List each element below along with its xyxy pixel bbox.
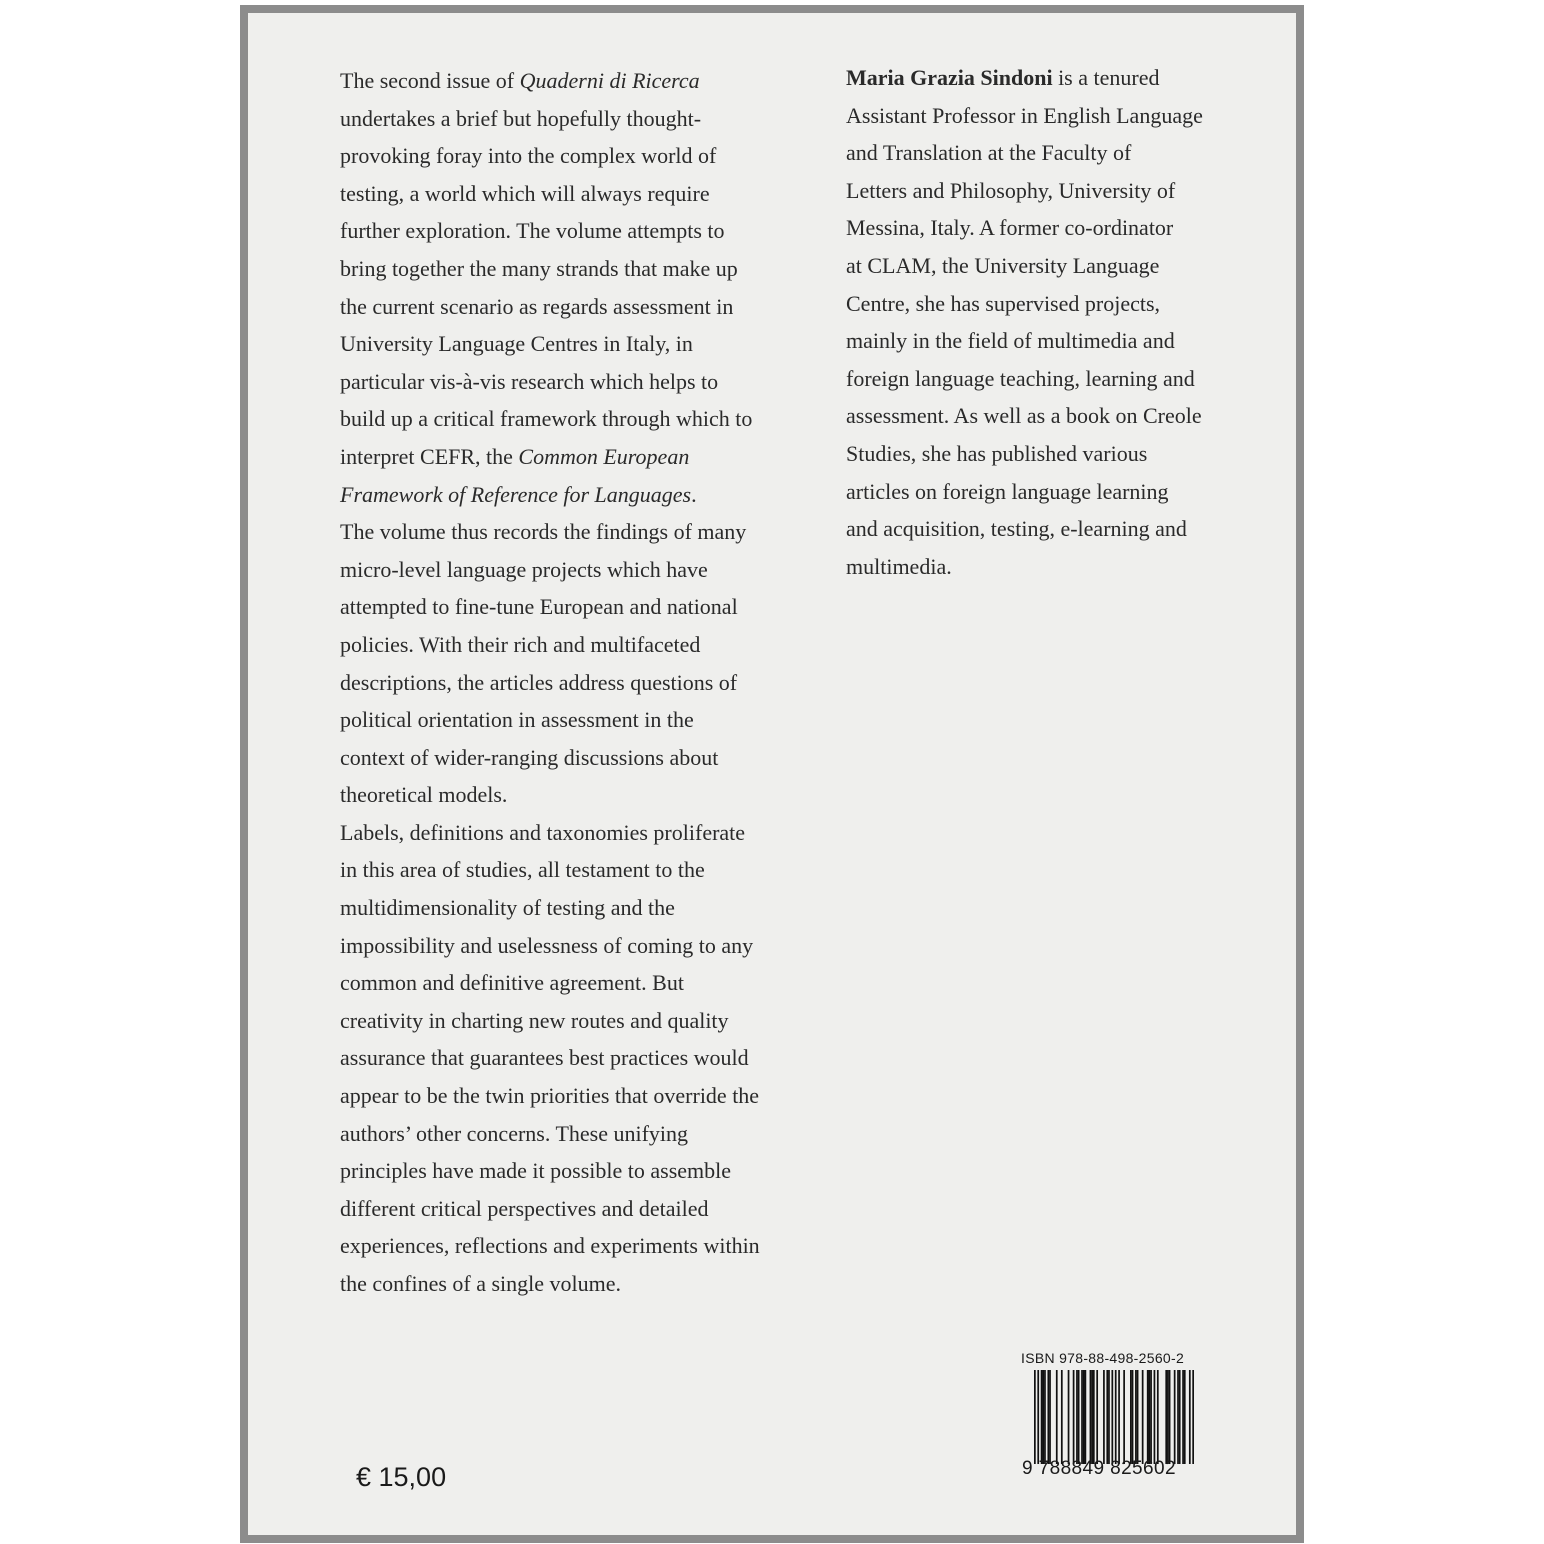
- barcode-bar: [1157, 1370, 1159, 1464]
- barcode-bar: [1076, 1370, 1078, 1464]
- text-segment: at CLAM, the University Language: [846, 252, 1160, 278]
- text-segment: Centre, she has supervised projects,: [846, 290, 1161, 316]
- barcode-bar: [1041, 1370, 1043, 1464]
- price: € 15,00: [356, 1462, 447, 1492]
- text-segment: The volume thus records the findings of many: [340, 519, 747, 545]
- barcode-bar: [1177, 1370, 1179, 1464]
- barcode-bar: [1142, 1370, 1144, 1464]
- barcode-bar: [1132, 1370, 1134, 1464]
- barcode-bar: [1192, 1370, 1194, 1464]
- text-segment: bring together the many strands that make up: [340, 255, 738, 281]
- text-line: [340, 288, 790, 326]
- italic-text: Common European: [518, 443, 690, 469]
- barcode-bar: [1130, 1370, 1132, 1464]
- barcode-bar: [1123, 1370, 1125, 1464]
- text-line: [340, 1190, 790, 1228]
- text-line: [846, 209, 1216, 247]
- text-segment: provoking foray into the complex world of: [340, 143, 717, 169]
- barcode-bar: [1049, 1370, 1051, 1464]
- text-segment: particular vis-à-vis research which helps to: [340, 368, 719, 394]
- text-line: [340, 1227, 790, 1265]
- barcode: [1034, 1370, 1194, 1464]
- text-line: [340, 551, 790, 589]
- text-segment: multidimensionality of testing and the: [340, 895, 675, 921]
- barcode-bar: [1085, 1370, 1087, 1464]
- text-line: [340, 62, 790, 100]
- text-segment: assessment. As well as a book on Creole: [846, 403, 1202, 429]
- barcode-bar: [1149, 1370, 1151, 1464]
- text-line: [340, 1152, 790, 1190]
- author-bio-column: [846, 59, 1216, 585]
- text-line: [340, 100, 790, 138]
- author-name: Maria Grazia Sindoni: [846, 65, 1053, 90]
- barcode-bar: [1165, 1370, 1167, 1464]
- text-line: [846, 59, 1216, 97]
- text-line: [846, 97, 1216, 135]
- barcode-bar: [1044, 1370, 1046, 1464]
- text-line: [340, 137, 790, 175]
- text-segment: multimedia.: [846, 553, 952, 579]
- text-line: [846, 172, 1216, 210]
- barcode-bar: [1150, 1370, 1152, 1464]
- text-segment: impossibility and uselessness of coming to any: [340, 932, 754, 958]
- barcode-bar: [1167, 1370, 1169, 1464]
- text-segment: different critical perspectives and detailed: [340, 1195, 709, 1221]
- text-segment: undertakes a brief but hopefully thought-: [340, 105, 702, 131]
- text-line: [340, 363, 790, 401]
- text-line: [340, 175, 790, 213]
- barcode-bar: [1111, 1370, 1113, 1464]
- barcode-bar: [1096, 1370, 1098, 1464]
- barcode-bar: [1118, 1370, 1120, 1464]
- text-segment: further exploration. The volume attempts to: [340, 218, 725, 244]
- text-line: [340, 889, 790, 927]
- italic-text: Framework of Reference for Languages: [340, 481, 692, 507]
- text-segment: The second issue of: [340, 68, 520, 93]
- isbn-digits: 9 788849 825602: [1022, 1458, 1176, 1479]
- text-line: [340, 212, 790, 250]
- barcode-bar: [1081, 1370, 1083, 1464]
- text-segment: authors’ other concerns. These unifying: [340, 1120, 689, 1146]
- text-segment: assurance that guarantees best practices would: [340, 1045, 749, 1071]
- text-segment: mainly in the field of multimedia and: [846, 328, 1175, 354]
- text-line: [846, 322, 1216, 360]
- text-line: [340, 325, 790, 363]
- text-line: [340, 851, 790, 889]
- text-line: [846, 247, 1216, 285]
- barcode-bar: [1147, 1370, 1149, 1464]
- barcode-bar: [1184, 1370, 1186, 1464]
- text-line: [340, 1115, 790, 1153]
- text-segment: appear to be the twin priorities that override the: [340, 1083, 760, 1109]
- barcode-bar: [1115, 1370, 1117, 1464]
- italic-text: Quaderni di Ricerca: [519, 68, 700, 93]
- barcode-bar: [1103, 1370, 1105, 1464]
- barcode-bar: [1078, 1370, 1080, 1464]
- text-segment: Studies, she has published various: [846, 440, 1148, 466]
- text-line: [340, 513, 790, 551]
- text-segment: context of wider-ranging discussions about: [340, 744, 719, 770]
- text-line: [340, 814, 790, 852]
- text-line: [340, 927, 790, 965]
- text-segment: Letters and Philosophy, University of: [846, 177, 1176, 203]
- text-line: [846, 548, 1216, 586]
- text-line: [340, 776, 790, 814]
- isbn-label: ISBN 978-88-498-2560-2: [1021, 1350, 1185, 1366]
- barcode-bar: [1182, 1370, 1184, 1464]
- text-line: [340, 1039, 790, 1077]
- barcode-bar: [1137, 1370, 1139, 1464]
- barcode-bar: [1056, 1370, 1058, 1464]
- text-line: [846, 435, 1216, 473]
- barcode-bar: [1068, 1370, 1070, 1464]
- text-segment: principles have made it possible to assemble: [340, 1158, 732, 1184]
- barcode-bar: [1106, 1370, 1108, 1464]
- barcode-bar: [1179, 1370, 1181, 1464]
- blurb-column: [340, 62, 790, 1303]
- barcode-bar: [1091, 1370, 1093, 1464]
- barcode-bar: [1083, 1370, 1085, 1464]
- text-line: [340, 250, 790, 288]
- barcode-bar: [1034, 1370, 1036, 1464]
- text-line: [846, 510, 1216, 548]
- barcode-bar: [1174, 1370, 1176, 1464]
- text-line: [846, 134, 1216, 172]
- text-line: [340, 476, 790, 514]
- text-line: [340, 1077, 790, 1115]
- barcode-bar: [1061, 1370, 1063, 1464]
- text-segment: in this area of studies, all testament to the: [340, 857, 705, 883]
- text-segment: Labels, definitions and taxonomies proliferate: [340, 819, 746, 845]
- text-segment: articles on foreign language learning: [846, 478, 1169, 504]
- barcode-bar: [1108, 1370, 1110, 1464]
- text-line: [340, 438, 790, 476]
- text-segment: .: [691, 481, 697, 507]
- text-line: [340, 400, 790, 438]
- barcode-bar: [1189, 1370, 1191, 1464]
- text-line: [340, 1265, 790, 1303]
- text-segment: foreign language teaching, learning and: [846, 365, 1195, 391]
- text-segment: build up a critical framework through which to: [340, 406, 753, 432]
- text-segment: theoretical models.: [340, 782, 508, 808]
- text-segment: testing, a world which will always require: [340, 180, 710, 206]
- barcode-bar: [1093, 1370, 1095, 1464]
- text-segment: common and definitive agreement. But: [340, 970, 684, 996]
- text-segment: descriptions, the articles address questions of: [340, 669, 738, 695]
- barcode-bar: [1042, 1370, 1044, 1464]
- barcode-bar: [1090, 1370, 1092, 1464]
- text-line: [340, 588, 790, 626]
- text-line: [340, 739, 790, 777]
- text-segment: policies. With their rich and multifaceted: [340, 631, 701, 657]
- text-segment: experiences, reflections and experiments within: [340, 1233, 760, 1259]
- text-segment: micro-level language projects which have: [340, 556, 708, 582]
- barcode-bar: [1047, 1370, 1049, 1464]
- text-line: [846, 360, 1216, 398]
- text-segment: and acquisition, testing, e-learning and: [846, 516, 1187, 542]
- barcode-bar: [1135, 1370, 1137, 1464]
- text-segment: Messina, Italy. A former co-ordinator: [846, 215, 1174, 241]
- text-segment: political orientation in assessment in the: [340, 707, 694, 733]
- text-line: [340, 701, 790, 739]
- text-line: [340, 664, 790, 702]
- text-line: [846, 285, 1216, 323]
- barcode-bar: [1073, 1370, 1075, 1464]
- text-segment: the current scenario as regards assessment in: [340, 293, 734, 319]
- barcode-bar: [1169, 1370, 1171, 1464]
- text-segment: and Translation at the Faculty of: [846, 140, 1132, 166]
- text-line: [340, 964, 790, 1002]
- text-segment: attempted to fine-tune European and national: [340, 594, 738, 620]
- text-segment: is a tenured: [1052, 65, 1160, 90]
- text-line: [846, 473, 1216, 511]
- barcode-bar: [1154, 1370, 1156, 1464]
- text-segment: the confines of a single volume.: [340, 1271, 622, 1296]
- text-line: [340, 626, 790, 664]
- text-segment: University Language Centres in Italy, in: [340, 331, 693, 357]
- text-line: [340, 1002, 790, 1040]
- text-segment: creativity in charting new routes and quality: [340, 1007, 729, 1033]
- text-line: [846, 397, 1216, 435]
- text-segment: Assistant Professor in English Language: [846, 102, 1203, 128]
- barcode-bar: [1037, 1370, 1039, 1464]
- text-segment: interpret CEFR, the: [340, 443, 519, 469]
